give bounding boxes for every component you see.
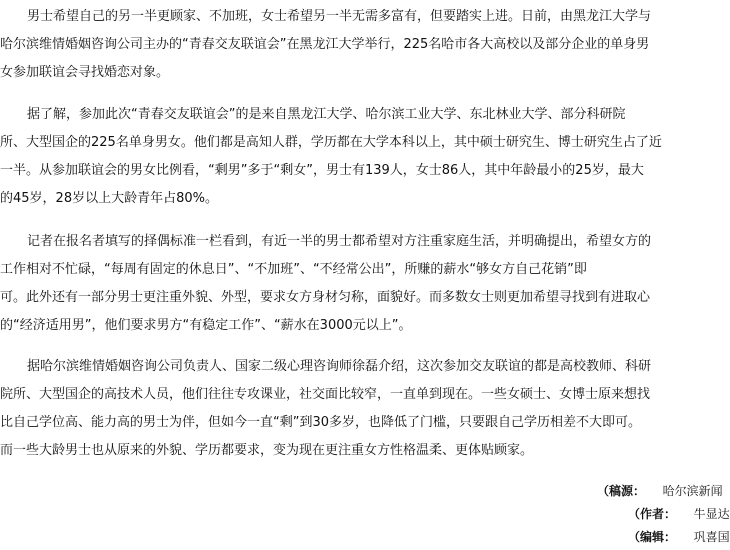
editor-label: （编辑： (628, 530, 677, 544)
author-label: （作者： (628, 507, 677, 521)
paragraph-line: 女参加联谊会寻找婚恋对象。 (0, 65, 170, 80)
paragraph-line: 可。此外还有一部分男士更注重外貌、外型，要求女方身材匀称，面貌好。而多数女士则更加希望寻找到有进取心 (0, 290, 651, 305)
paragraph-line: 院所、大型国企的高技术人员，他们往往专攻课业，社交面比较窄，一直单到现在。一些女硕士、女博士原来想找 (0, 387, 651, 402)
paragraph-line: 比自己学位高、能力高的男士为伴，但如今一直“剩”到30多岁，也降低了门槛，只要跟自己学历相差不大即可。 (0, 415, 642, 430)
author-line (628, 504, 730, 524)
paragraph-line: 而一些大龄男士也从原来的外貌、学历都要求，变为现在更注重女方性格温柔、更体贴顾家。 (0, 443, 534, 458)
paragraph-line: 据哈尔滨维情婚姻咨询公司负责人、国家二级心理咨询师徐磊介绍，这次参加交友联谊的都是高校教师、科研 (27, 359, 652, 374)
paragraph-line: 男士希望自己的另一半更顾家、不加班，女士希望另一半无需多富有，但要踏实上进。日前，由黑龙江大学与 (27, 9, 652, 24)
editor-value: 巩喜国 (693, 530, 730, 544)
paragraph-line: 所、大型国企的225名单身男女。他们都是高知人群，学历都在大学本科以上，其中硕士研究生、博士研究生占了近 (0, 135, 662, 150)
paragraph-line: 的“经济适用男”，他们要求男方“有稳定工作”、“薪水在3000元以上”。 (0, 318, 412, 333)
paragraph-line: 记者在报名者填写的择偶标准一栏看到，有近一半的男士都希望对方注重家庭生活，并明确提出，希望女方的 (27, 234, 652, 249)
editor-line (628, 527, 730, 547)
paragraph-line: 一半。从参加联谊会的男女比例看，“剩男”多于“剩女”，男士有139人，女士86人，其中年龄最小的25岁，最大 (0, 163, 644, 178)
source-value: 哈尔滨新闻 (662, 484, 723, 498)
paragraph-line: 的45岁，28岁以上大龄青年占80%。 (0, 191, 218, 206)
paragraph-line: 据了解，参加此次“青春交友联谊会”的是来自黑龙江大学、哈尔滨工业大学、东北林业大学、部分科研院 (27, 107, 626, 122)
source-label: （稿源： (597, 484, 646, 498)
paragraph-line: 工作相对不忙碌，“每周有固定的休息日”、“不加班”、“不经常公出”，所赚的薪水“够女方自己花销”即 (0, 262, 587, 277)
source-line (597, 481, 723, 501)
paragraph-line: 哈尔滨维情婚姻咨询公司主办的“青春交友联谊会”在黑龙江大学举行，225名哈市各大高校以及部分企业的单身男 (0, 37, 650, 52)
author-value: 牛显达 (693, 507, 730, 521)
